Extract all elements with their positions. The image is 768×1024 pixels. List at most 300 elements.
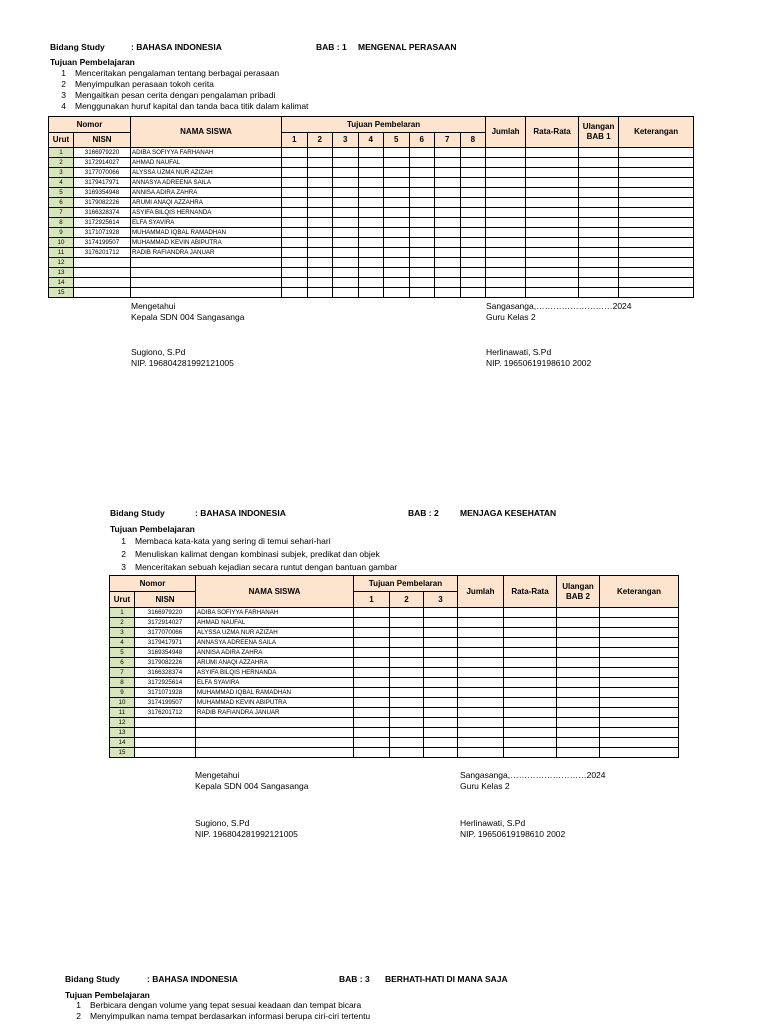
score-cell [424, 618, 458, 628]
table-row [49, 178, 694, 188]
ulangan-cell [557, 638, 600, 648]
rata-rata-cell [526, 288, 579, 298]
score-cell [358, 148, 384, 158]
jumlah-cell [458, 698, 504, 708]
nisn-cell: 3179082226 [135, 658, 196, 668]
keterangan-cell [619, 148, 694, 158]
tp-col-header: 3 [424, 592, 458, 608]
ulangan-cell [579, 218, 619, 228]
rata-rata-cell [526, 248, 579, 258]
bab-title: MENJAGA KESEHATAN [460, 508, 557, 518]
name-cell: ALYSSA UZMA NUR AZIZAH [131, 168, 282, 178]
ulangan-cell [557, 718, 600, 728]
name-cell [196, 738, 354, 748]
score-cell [354, 678, 390, 688]
table-row [49, 228, 694, 238]
table-row [49, 208, 694, 218]
rata-rata-cell [526, 178, 579, 188]
score-cell [282, 168, 308, 178]
grade-table [48, 116, 694, 298]
score-cell [390, 698, 424, 708]
bidang-label: Bidang Study [110, 508, 165, 518]
score-cell [424, 708, 458, 718]
ulangan-cell [579, 168, 619, 178]
objective-item: 4 Menggunakan huruf kapital dan tanda baca titik dalam kalimat [61, 101, 309, 111]
ulangan-cell [579, 178, 619, 188]
score-cell [307, 158, 333, 168]
nisn-cell: 3166979220 [74, 148, 131, 158]
jumlah-header: Jumlah [486, 117, 526, 148]
keterangan-cell [600, 728, 679, 738]
name-cell [131, 258, 282, 268]
ulangan-cell [579, 258, 619, 268]
urut-cell: 3 [110, 628, 135, 638]
score-cell [282, 228, 308, 238]
score-cell [333, 278, 359, 288]
table-row [49, 238, 694, 248]
urut-cell: 7 [49, 208, 74, 218]
rata-rata-cell [504, 648, 557, 658]
score-cell [435, 198, 461, 208]
guru-signature: Herlinawati, S.Pd NIP. 19650619198610 2002 [460, 818, 566, 839]
score-cell [333, 148, 359, 158]
jumlah-cell [458, 608, 504, 618]
bidang-value: : BAHASA INDONESIA [147, 974, 238, 984]
score-cell [409, 248, 435, 258]
jumlah-cell [486, 218, 526, 228]
keterangan-cell [619, 248, 694, 258]
ulangan-cell [579, 248, 619, 258]
score-cell [424, 638, 458, 648]
jumlah-cell [458, 738, 504, 748]
score-cell [409, 268, 435, 278]
name-cell [131, 278, 282, 288]
name-cell: ADIBA SOFIYYA FARHANAH [196, 608, 354, 618]
score-cell [409, 168, 435, 178]
mengetahui-block: Mengetahui Kepala SDN 004 Sangasanga [131, 301, 245, 322]
tp-col-header: 6 [409, 133, 435, 148]
keterangan-cell [600, 668, 679, 678]
score-cell [354, 698, 390, 708]
score-cell [435, 238, 461, 248]
bidang-label: Bidang Study [65, 974, 120, 984]
jumlah-cell [486, 268, 526, 278]
jumlah-cell [458, 638, 504, 648]
score-cell [424, 688, 458, 698]
score-cell [354, 688, 390, 698]
jumlah-cell [458, 748, 504, 758]
urut-cell: 1 [110, 608, 135, 618]
name-cell: ANNASYA ADREENA SAILA [131, 178, 282, 188]
name-cell: MUHAMMAD KEVIN ABIPUTRA [196, 698, 354, 708]
score-cell [384, 198, 410, 208]
score-cell [424, 648, 458, 658]
jumlah-cell [458, 718, 504, 728]
score-cell [358, 228, 384, 238]
table-row [110, 748, 679, 758]
score-cell [333, 268, 359, 278]
objective-item: 2 Menyimpulkan nama tempat berdasarkan informasi berupa ciri-ciri tertentu [76, 1011, 371, 1021]
score-cell [333, 168, 359, 178]
rata-rata-cell [504, 698, 557, 708]
score-cell [435, 288, 461, 298]
score-cell [354, 638, 390, 648]
score-cell [282, 148, 308, 158]
tujuan-title: Tujuan Pembelajaran [65, 990, 150, 1000]
table-row [49, 158, 694, 168]
keterangan-cell [600, 708, 679, 718]
keterangan-cell [619, 288, 694, 298]
nisn-cell: 3171071928 [135, 688, 196, 698]
jumlah-cell [486, 248, 526, 258]
score-cell [333, 188, 359, 198]
nisn-cell [74, 288, 131, 298]
name-cell: MUHAMMAD KEVIN ABIPUTRA [131, 238, 282, 248]
table-row [110, 648, 679, 658]
score-cell [384, 168, 410, 178]
score-cell [460, 268, 486, 278]
keterangan-cell [619, 178, 694, 188]
score-cell [333, 258, 359, 268]
table-row [49, 278, 694, 288]
score-cell [435, 268, 461, 278]
ulangan-cell [579, 208, 619, 218]
score-cell [354, 738, 390, 748]
score-cell [354, 668, 390, 678]
nisn-header: NISN [135, 592, 196, 608]
score-cell [282, 198, 308, 208]
urut-cell: 14 [49, 278, 74, 288]
score-cell [390, 608, 424, 618]
objective-item: 2 Menuliskan kalimat dengan kombinasi subjek, predikat dan objek [121, 549, 380, 559]
guru-signature: Herlinawati, S.Pd NIP. 19650619198610 2002 [486, 347, 592, 368]
urut-cell: 14 [110, 738, 135, 748]
objective-item: 1 Berbicara dengan volume yang tepat sesuai keadaan dan tempat bicara [76, 1000, 362, 1010]
score-cell [460, 188, 486, 198]
jumlah-cell [486, 168, 526, 178]
score-cell [282, 178, 308, 188]
nisn-cell: 3172925614 [74, 218, 131, 228]
bab-label: BAB : 3 [339, 974, 370, 984]
score-cell [390, 728, 424, 738]
rata-rata-cell [526, 218, 579, 228]
rata-rata-cell [504, 618, 557, 628]
score-cell [409, 198, 435, 208]
score-cell [358, 178, 384, 188]
score-cell [282, 278, 308, 288]
score-cell [390, 628, 424, 638]
score-cell [354, 748, 390, 758]
table-row [110, 728, 679, 738]
jumlah-cell [458, 668, 504, 678]
table-row [49, 188, 694, 198]
score-cell [409, 158, 435, 168]
ulangan-cell [579, 158, 619, 168]
urut-cell: 12 [49, 258, 74, 268]
score-cell [307, 208, 333, 218]
score-cell [307, 288, 333, 298]
score-cell [409, 278, 435, 288]
keterangan-cell [619, 188, 694, 198]
nisn-cell: 3177070066 [74, 168, 131, 178]
rata-rata-cell [526, 238, 579, 248]
score-cell [307, 248, 333, 258]
score-cell [409, 288, 435, 298]
tp-col-header: 3 [333, 133, 359, 148]
rata-rata-cell [526, 278, 579, 288]
ulangan-cell [579, 268, 619, 278]
nisn-cell: 3176201712 [74, 248, 131, 258]
score-cell [307, 198, 333, 208]
score-cell [358, 158, 384, 168]
ulangan-cell [557, 668, 600, 678]
score-cell [307, 278, 333, 288]
ulangan-cell [579, 278, 619, 288]
urut-cell: 10 [110, 698, 135, 708]
jumlah-cell [486, 238, 526, 248]
score-cell [333, 178, 359, 188]
rata-rata-cell [504, 688, 557, 698]
nomor-header: Nomor [49, 117, 131, 133]
score-cell [384, 188, 410, 198]
bab-title: MENGENAL PERASAAN [358, 42, 457, 52]
score-cell [460, 238, 486, 248]
ulangan-cell [557, 658, 600, 668]
score-cell [384, 288, 410, 298]
score-cell [354, 608, 390, 618]
score-cell [390, 658, 424, 668]
score-cell [424, 748, 458, 758]
tp-col-header: 2 [390, 592, 424, 608]
score-cell [409, 178, 435, 188]
table-row [49, 248, 694, 258]
score-cell [424, 668, 458, 678]
rata-rata-cell [504, 678, 557, 688]
guru-block: Sangasanga,………………………2024 Guru Kelas 2 [486, 301, 632, 322]
table-row [110, 608, 679, 618]
ulangan-cell [557, 738, 600, 748]
score-cell [390, 748, 424, 758]
name-cell: AHMAD NAUFAL [131, 158, 282, 168]
table-row [49, 288, 694, 298]
nisn-cell: 3169354948 [74, 188, 131, 198]
objective-item: 3 Mengaitkan pesan cerita dengan pengalaman pribadi [61, 90, 276, 100]
score-cell [390, 678, 424, 688]
rata-rata-cell [504, 638, 557, 648]
table-row [110, 678, 679, 688]
score-cell [424, 678, 458, 688]
keterangan-cell [600, 608, 679, 618]
jumlah-cell [486, 188, 526, 198]
score-cell [435, 148, 461, 158]
keterangan-cell [600, 638, 679, 648]
nisn-cell: 3166328374 [74, 208, 131, 218]
score-cell [435, 228, 461, 238]
score-cell [390, 668, 424, 678]
urut-header: Urut [110, 592, 135, 608]
table-row [110, 658, 679, 668]
objective-item: 3 Menceritakan sebuah kejadian secara runtut dengan bantuan gambar [121, 562, 398, 572]
urut-cell: 9 [110, 688, 135, 698]
score-cell [424, 738, 458, 748]
nisn-cell: 3172914027 [74, 158, 131, 168]
score-cell [358, 268, 384, 278]
score-cell [354, 658, 390, 668]
score-cell [307, 178, 333, 188]
score-cell [333, 198, 359, 208]
rata-rata-cell [504, 658, 557, 668]
jumlah-cell [458, 618, 504, 628]
keterangan-cell [600, 678, 679, 688]
score-cell [358, 168, 384, 178]
keterangan-cell [600, 628, 679, 638]
urut-cell: 13 [110, 728, 135, 738]
score-cell [282, 288, 308, 298]
jumlah-cell [458, 688, 504, 698]
urut-cell: 5 [49, 188, 74, 198]
nisn-cell: 3176201712 [135, 708, 196, 718]
score-cell [333, 208, 359, 218]
score-cell [390, 648, 424, 658]
jumlah-cell [486, 158, 526, 168]
keterangan-cell [619, 268, 694, 278]
ulangan-cell [579, 238, 619, 248]
nisn-cell: 3166328374 [135, 668, 196, 678]
jumlah-cell [458, 628, 504, 638]
name-cell: ARUMI ANAQI AZZAHRA [131, 198, 282, 208]
jumlah-cell [486, 258, 526, 268]
rata-rata-cell [504, 668, 557, 678]
keterangan-cell [619, 218, 694, 228]
name-cell: ELFA SYAVIRA [131, 218, 282, 228]
name-cell: ARUMI ANAQI AZZAHRA [196, 658, 354, 668]
jumlah-cell [486, 198, 526, 208]
score-cell [435, 168, 461, 178]
nisn-cell: 3172914027 [135, 618, 196, 628]
score-cell [460, 288, 486, 298]
score-cell [333, 248, 359, 258]
keterangan-cell [600, 648, 679, 658]
student-rows [110, 608, 679, 758]
keterangan-cell [619, 278, 694, 288]
keterangan-cell [619, 238, 694, 248]
keterangan-cell [600, 718, 679, 728]
ulangan-cell [557, 688, 600, 698]
score-cell [424, 628, 458, 638]
tujuan-header: Tujuan Pembelaran [354, 576, 458, 592]
urut-cell: 10 [49, 238, 74, 248]
table-row [49, 218, 694, 228]
score-cell [460, 158, 486, 168]
nisn-cell: 3174199507 [74, 238, 131, 248]
score-cell [307, 148, 333, 158]
jumlah-header: Jumlah [458, 576, 504, 608]
name-cell: ELFA SYAVIRA [196, 678, 354, 688]
ulangan-header: Ulangan BAB 2 [557, 576, 600, 608]
tujuan-title: Tujuan Pembelajaran [110, 524, 195, 534]
score-cell [435, 258, 461, 268]
table-row [110, 708, 679, 718]
urut-cell: 8 [110, 678, 135, 688]
score-cell [384, 228, 410, 238]
rata-rata-cell [526, 148, 579, 158]
rata-rata-cell [504, 748, 557, 758]
urut-cell: 9 [49, 228, 74, 238]
ulangan-cell [557, 648, 600, 658]
urut-cell: 1 [49, 148, 74, 158]
rata-rata-header: Rata-Rata [504, 576, 557, 608]
tp-col-header: 2 [307, 133, 333, 148]
score-cell [409, 258, 435, 268]
rata-rata-cell [526, 268, 579, 278]
rata-rata-cell [504, 728, 557, 738]
keterangan-cell [619, 208, 694, 218]
keterangan-cell [619, 158, 694, 168]
name-cell [196, 718, 354, 728]
rata-rata-cell [526, 228, 579, 238]
score-cell [424, 608, 458, 618]
ulangan-cell [557, 618, 600, 628]
score-cell [307, 228, 333, 238]
urut-cell: 6 [110, 658, 135, 668]
score-cell [409, 148, 435, 158]
tp-col-header: 4 [358, 133, 384, 148]
score-cell [358, 248, 384, 258]
score-cell [435, 178, 461, 188]
ulangan-cell [579, 198, 619, 208]
keterangan-cell [600, 658, 679, 668]
nisn-cell [135, 718, 196, 728]
keterangan-cell [600, 688, 679, 698]
score-cell [354, 648, 390, 658]
urut-cell: 8 [49, 218, 74, 228]
jumlah-cell [458, 708, 504, 718]
score-cell [333, 158, 359, 168]
name-cell: ADIBA SOFIYYA FARHANAH [131, 148, 282, 158]
score-cell [435, 278, 461, 288]
score-cell [282, 248, 308, 258]
table-row [110, 698, 679, 708]
tujuan-title: Tujuan Pembelajaran [50, 57, 135, 67]
score-cell [460, 198, 486, 208]
rata-rata-cell [526, 198, 579, 208]
score-cell [390, 618, 424, 628]
name-cell: MUHAMMAD IQBAL RAMADHAN [196, 688, 354, 698]
ulangan-cell [557, 748, 600, 758]
score-cell [424, 718, 458, 728]
keterangan-cell [619, 228, 694, 238]
score-cell [435, 218, 461, 228]
guru-block: Sangasanga,………………………2024 Guru Kelas 2 [460, 770, 606, 791]
objective-item: 2 Menyimpulkan perasaan tokoh cerita [61, 79, 214, 89]
nama-siswa-header: NAMA SISWA [131, 117, 282, 148]
mengetahui-block: Mengetahui Kepala SDN 004 Sangasanga [195, 770, 309, 791]
ulangan-cell [557, 628, 600, 638]
table-row [110, 718, 679, 728]
table-row [110, 628, 679, 638]
rata-rata-cell [504, 718, 557, 728]
score-cell [354, 628, 390, 638]
score-cell [354, 708, 390, 718]
score-cell [409, 238, 435, 248]
kepala-signature: Sugiono, S.Pd NIP. 196804281992121005 [131, 347, 234, 368]
rata-rata-cell [526, 188, 579, 198]
score-cell [435, 208, 461, 218]
urut-cell: 5 [110, 648, 135, 658]
score-cell [307, 188, 333, 198]
score-cell [384, 218, 410, 228]
score-cell [390, 708, 424, 718]
